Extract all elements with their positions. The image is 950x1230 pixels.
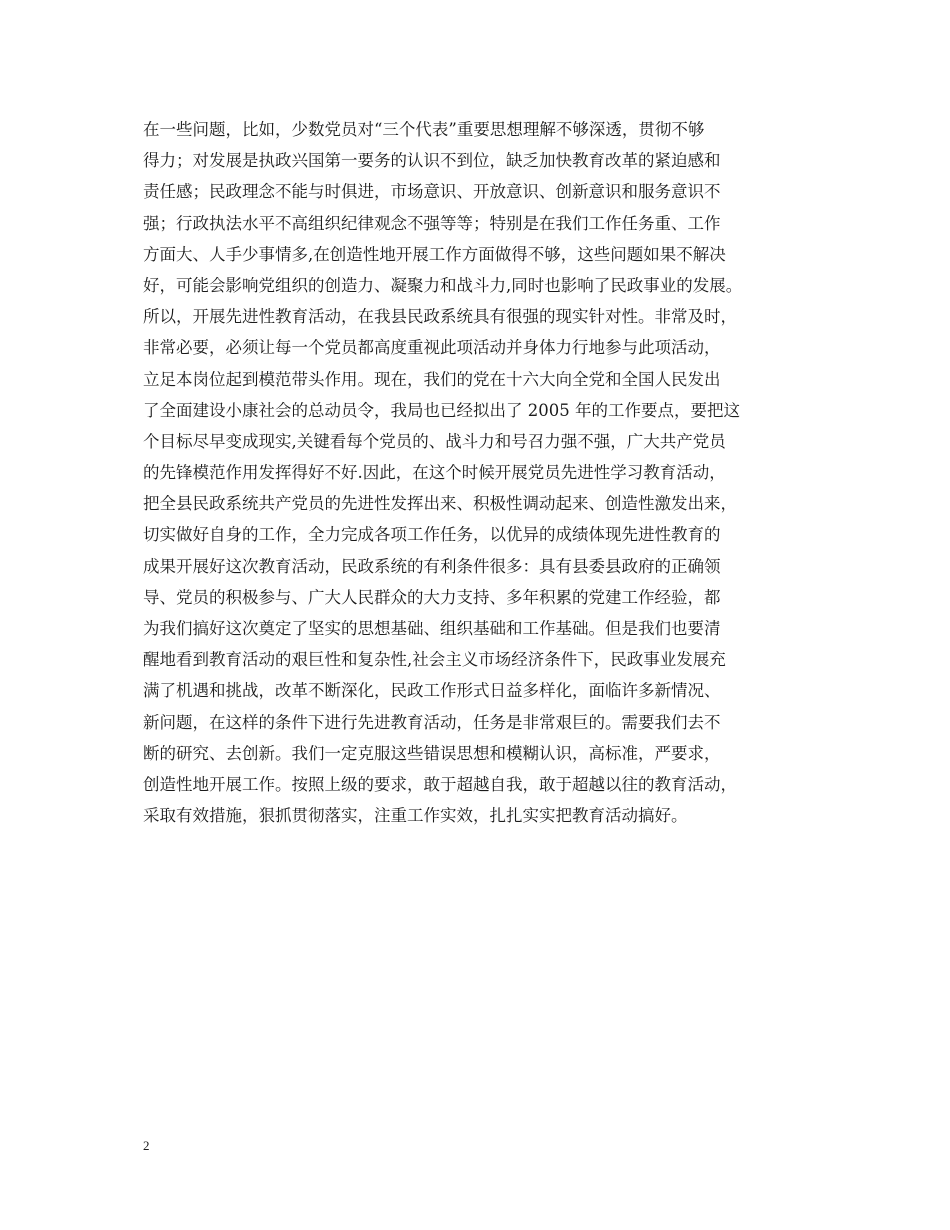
- text-line: 所以，开展先进性教育活动，在我县民政系统具有很强的现实针对性。非常及时，: [143, 307, 737, 327]
- text-line: 成果开展好这次教育活动，民政系统的有利条件很多：具有县委县政府的正确领: [143, 556, 721, 576]
- text-line: 断的研究、去创新。我们一定克服这些错误思想和模糊认识，高标准，严要求，: [143, 743, 721, 763]
- text-line: 导、党员的积极参与、广大人民群众的大力支持、多年积累的党建工作经验，都: [143, 587, 721, 607]
- text-line: 为我们搞好这次奠定了坚实的思想基础、组织基础和工作基础。但是我们也要清: [143, 619, 721, 638]
- text-line: 个目标尽早变成现实,关键看每个党员的、战斗力和号召力强不强，广大共产党员: [143, 431, 726, 451]
- text-line: 强；行政执法水平不高组织纪律观念不强等等；特别是在我们工作任务重、工作: [143, 213, 721, 233]
- text-line: 在一些问题，比如，少数党员对“三个代表”重要思想理解不够深透，贯彻不够: [143, 120, 705, 139]
- text-line: 采取有效措施，狠抓贯彻落实，注重工作实效，扎扎实实把教育活动搞好。: [143, 806, 688, 826]
- text-line: 立足本岗位起到模范带头作用。现在，我们的党在十六大向全党和全国人民发出: [143, 369, 721, 389]
- text-line: 得力；对发展是执政兴国第一要务的认识不到位，缺乏加快教育改革的紧迫感和: [143, 151, 721, 171]
- text-line: 新问题，在这样的条件下进行先进教育活动，任务是非常艰巨的。需要我们去不: [143, 712, 721, 732]
- text-line: 了全面建设小康社会的总动员令，我局也已经拟出了 2005 年的工作要点，要把这: [143, 400, 740, 420]
- text-line: 满了机遇和挑战，改革不断深化，民政工作形式日益多样化，面临许多新情况、: [143, 681, 721, 701]
- text-line: 好，可能会影响党组织的创造力、凝聚力和战斗力,同时也影响了民政事业的发展。: [143, 275, 743, 295]
- body-paragraph: [143, 114, 833, 831]
- text-line: 创造性地开展工作。按照上级的要求，敢于超越自我，敢于超越以往的教育活动，: [143, 774, 737, 794]
- text-line: 醒地看到教育活动的艰巨性和复杂性,社会主义市场经济条件下，民政事业发展充: [143, 650, 726, 670]
- page-number: 2: [143, 1138, 150, 1153]
- text-line: 责任感；民政理念不能与时俱进，市场意识、开放意识、创新意识和服务意识不: [143, 182, 721, 202]
- text-line: 把全县民政系统共产党员的先进性发挥出来、积极性调动起来、创造性激发出来，: [143, 494, 737, 514]
- text-line: 非常必要，必须让每一个党员都高度重视此项活动并身体力行地参与此项活动，: [143, 338, 721, 358]
- text-line: 的先锋模范作用发挥得好不好.因此，在这个时候开展党员先进性学习教育活动，: [143, 463, 726, 483]
- text-line: 切实做好自身的工作，全力完成各项工作任务，以优异的成绩体现先进性教育的: [143, 525, 721, 545]
- text-line: 方面大、人手少事情多,在创造性地开展工作方面做得不够，这些问题如果不解决: [143, 244, 726, 264]
